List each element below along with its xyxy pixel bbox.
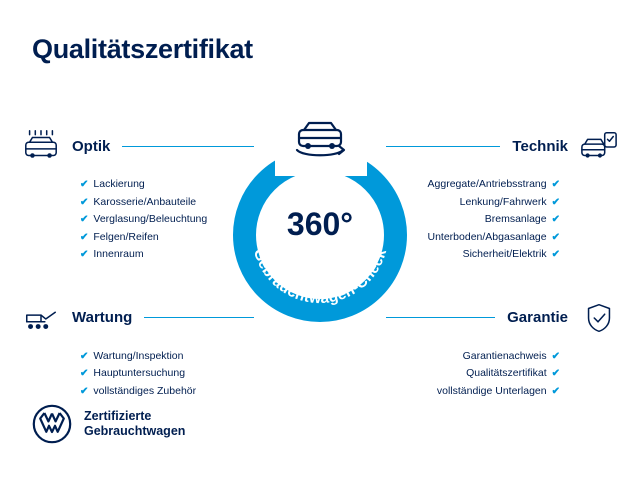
list-item (386, 194, 618, 212)
check-icon: ✔ (80, 179, 89, 190)
list-item (386, 229, 618, 247)
section-wartung-list (22, 348, 254, 401)
check-icon: ✔ (80, 196, 89, 208)
check-icon: ✔ (551, 368, 560, 379)
section-optik-rule (122, 146, 254, 147)
list-item-label: Aggregate/Antriebsstrang (427, 178, 547, 190)
section-optik-header (22, 126, 254, 166)
footer-line-1: Zertifizierte (84, 409, 152, 423)
check-icon: ✔ (80, 214, 89, 225)
right-column (386, 126, 618, 400)
footer-line-2: Gebrauchtwagen (84, 424, 186, 438)
list-item-label: Wartung/Inspektion (93, 349, 184, 362)
check-icon: ✔ (80, 231, 89, 243)
check-icon: ✔ (551, 385, 560, 397)
list-item-label: vollständiges Zubehör (93, 384, 197, 397)
section-garantie-list (386, 348, 618, 401)
check-icon: ✔ (80, 249, 89, 260)
footer-text (84, 409, 185, 439)
list-item (386, 176, 618, 194)
column-spacer (22, 264, 254, 298)
page-title: Qualitätszertifikat (32, 34, 253, 64)
list-item (386, 383, 618, 401)
car-wash-icon (22, 128, 60, 164)
badge-arc-text: Gebrauchtwagen-Check (249, 246, 391, 308)
list-item-label: Felgen/Reifen (93, 230, 159, 243)
check-icon: ✔ (551, 350, 560, 362)
section-optik (22, 126, 254, 264)
section-wartung-header (22, 298, 254, 338)
list-item (386, 365, 618, 383)
car-360-icon (283, 116, 357, 164)
section-technik-header (386, 126, 618, 166)
list-item (22, 229, 254, 247)
check-icon: ✔ (551, 231, 560, 243)
list-item (386, 348, 618, 366)
list-item-label: Verglasung/Beleuchtung (93, 213, 208, 225)
car-checklist-icon (580, 128, 618, 164)
vw-logo (32, 404, 72, 444)
list-item-label: Karosserie/Anbauteile (93, 195, 197, 208)
badge-center-label: 360° (286, 206, 354, 242)
section-optik-list (22, 176, 254, 264)
list-item (22, 348, 254, 366)
list-item (22, 383, 254, 401)
list-item-label: Lackierung (93, 178, 145, 190)
section-technik-title: Technik (512, 137, 568, 155)
section-optik-title: Optik (72, 137, 111, 155)
list-item-label: Qualitätszertifikat (466, 367, 547, 379)
list-item (22, 176, 254, 194)
list-item-label: Innenraum (93, 248, 144, 260)
list-item-label: Lenkung/Fahrwerk (459, 195, 547, 208)
section-wartung (22, 298, 254, 401)
check-icon: ✔ (80, 350, 89, 362)
check-icon: ✔ (551, 214, 560, 225)
list-item (22, 246, 254, 264)
gebrauchtwagen-check-badge (233, 148, 407, 322)
list-item-label: vollständige Unterlagen (436, 384, 547, 397)
check-icon: ✔ (80, 385, 89, 397)
section-garantie-header (386, 298, 618, 338)
list-item-label: Hauptuntersuchung (93, 367, 186, 379)
list-item-label: Unterboden/Abgasanlage (427, 230, 547, 243)
section-technik (386, 126, 618, 264)
list-item (22, 211, 254, 229)
section-garantie (386, 298, 618, 401)
list-item (386, 246, 618, 264)
list-item-label: Garantienachweis (462, 349, 547, 362)
section-technik-list (386, 176, 618, 264)
check-icon: ✔ (551, 249, 560, 260)
list-item-label: Bremsanlage (484, 213, 547, 225)
footer (32, 404, 185, 444)
shield-check-icon (580, 300, 618, 336)
list-item (22, 365, 254, 383)
left-column (22, 126, 254, 400)
list-item (386, 211, 618, 229)
section-wartung-title: Wartung (72, 309, 133, 326)
check-icon: ✔ (551, 196, 560, 208)
list-item-label: Sicherheit/Elektrik (462, 248, 547, 260)
section-garantie-title: Garantie (507, 309, 568, 326)
section-technik-rule (386, 146, 500, 147)
column-spacer (386, 264, 618, 298)
check-icon: ✔ (80, 368, 89, 379)
list-item (22, 194, 254, 212)
oil-can-icon (22, 300, 60, 336)
check-icon: ✔ (551, 179, 560, 190)
